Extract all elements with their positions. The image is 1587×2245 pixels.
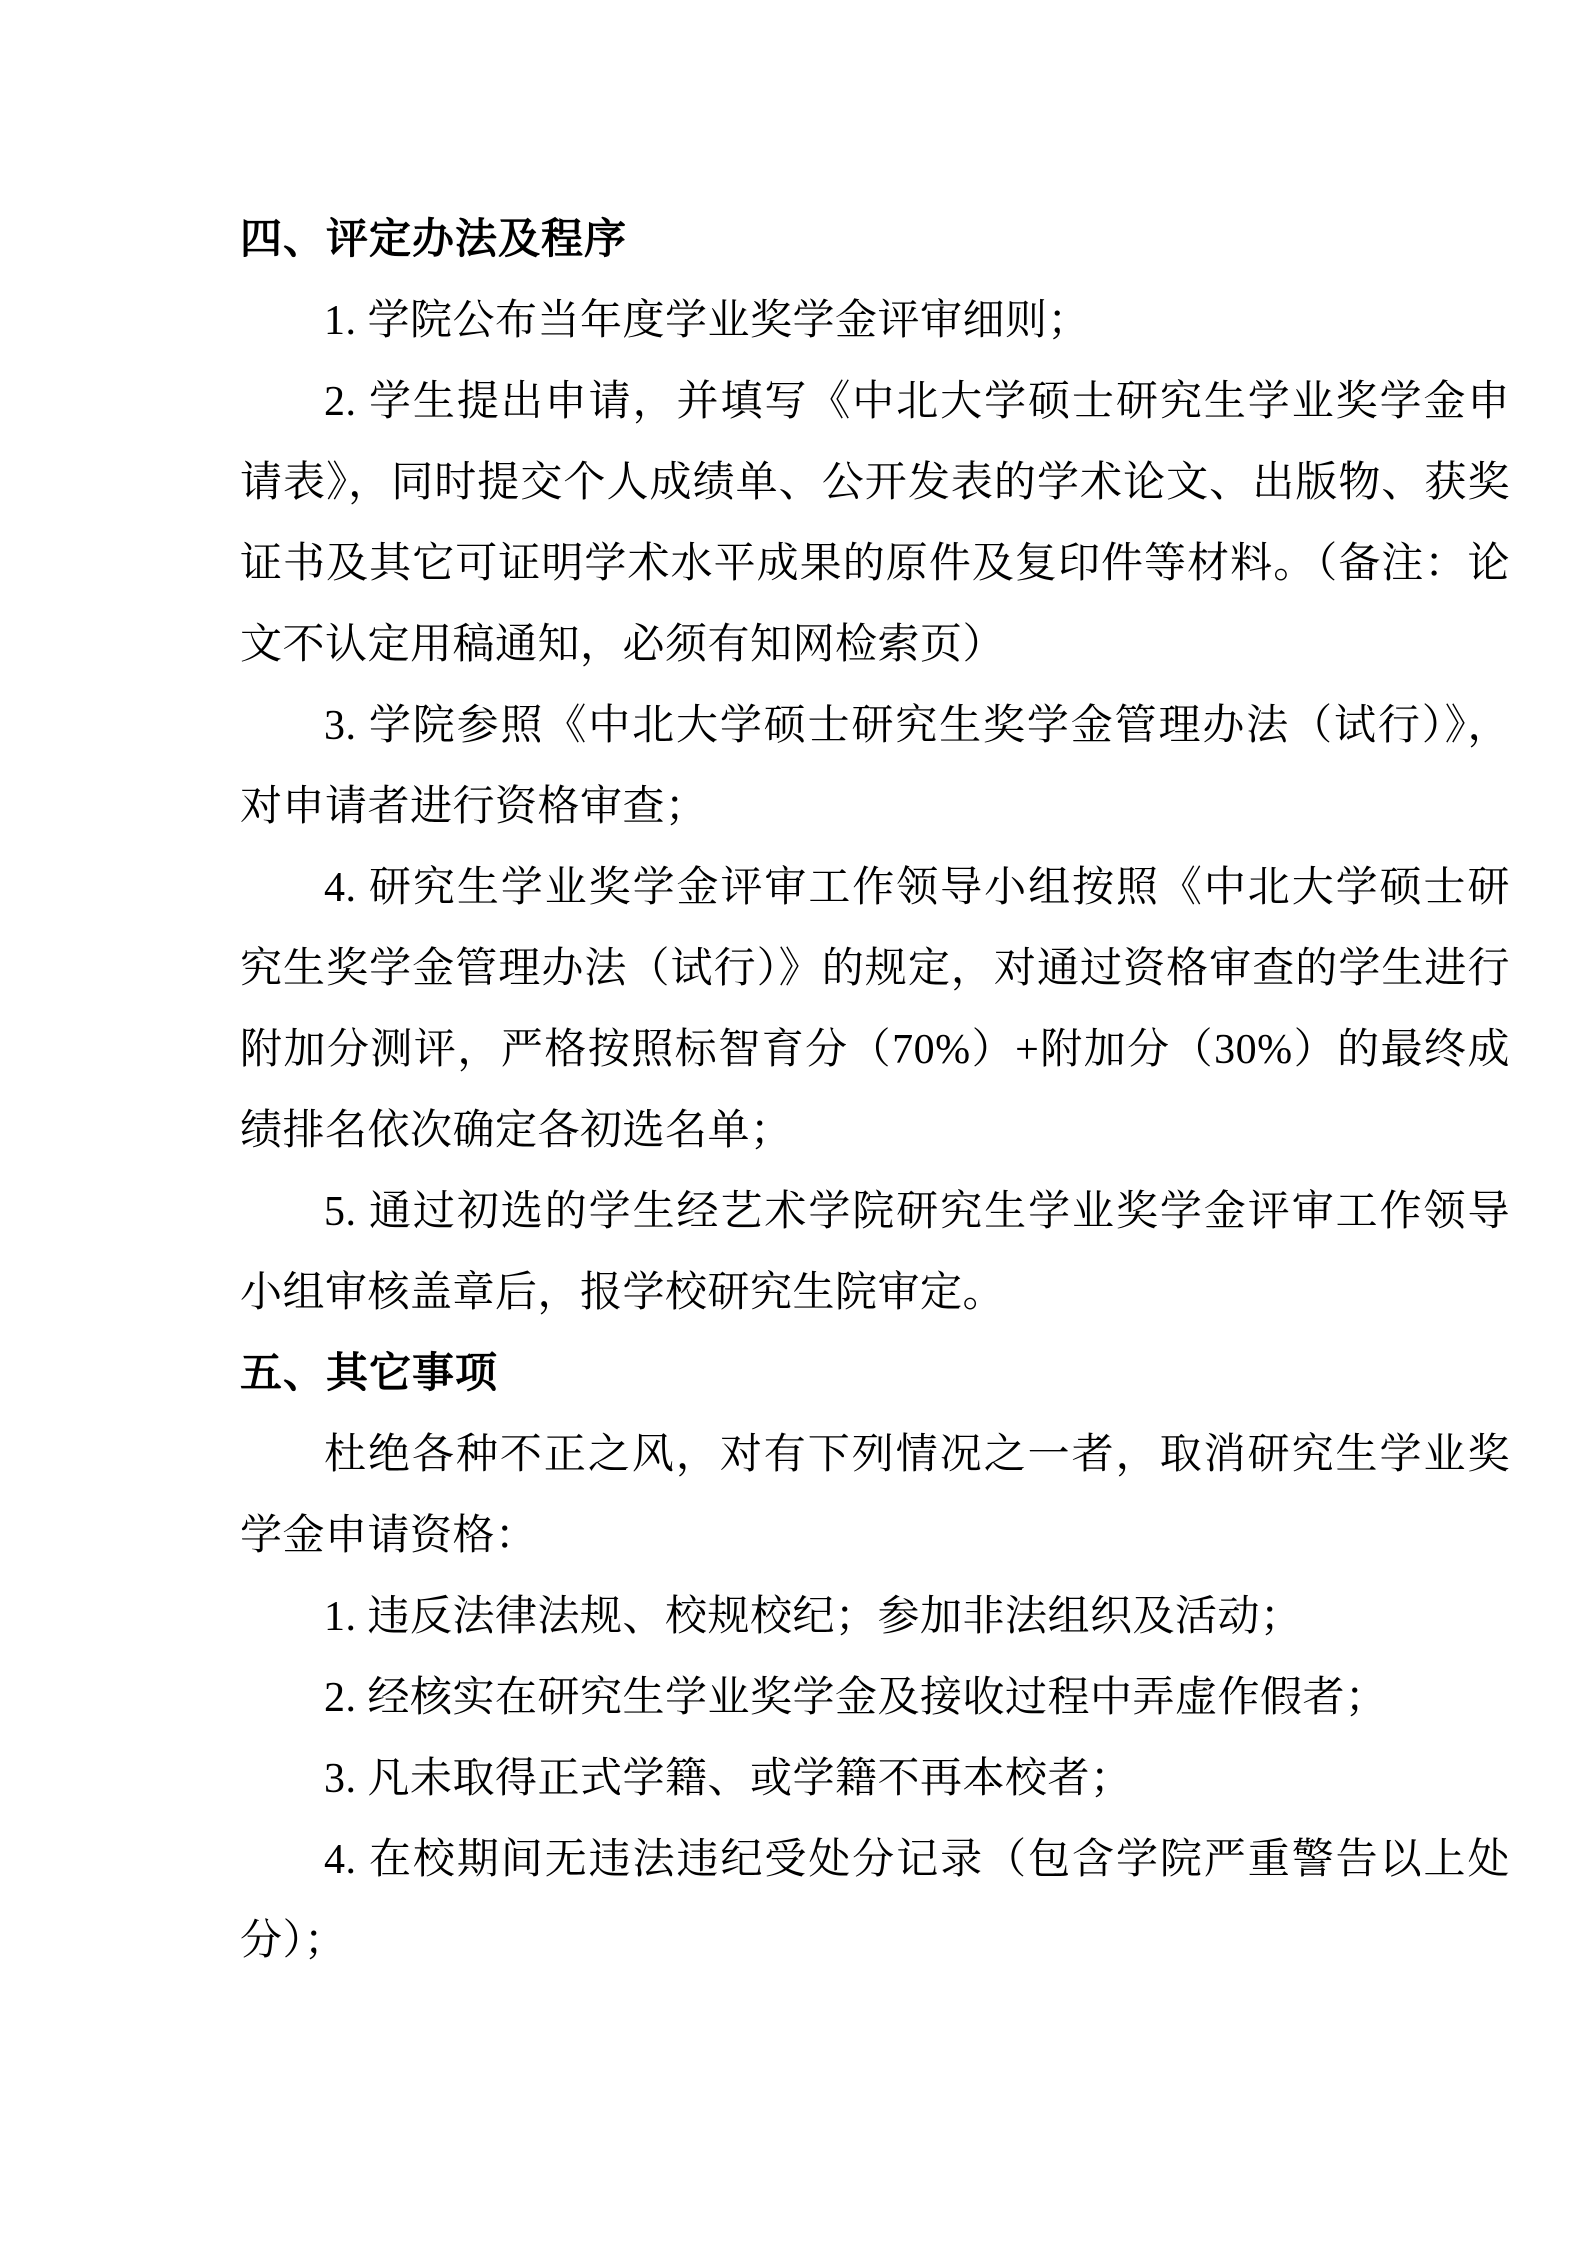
para-disqualification-intro: 杜绝各种不正之风，对有下列情况之一者，取消研究生学业奖学金申请资格：	[240, 1432, 1510, 1559]
para-score-evaluation: 4. 研究生学业奖学金评审工作领导小组按照《中北大学硕士研究生奖学金管理办法（试行）》的规定，对通过资格审查的学生进行附加分测评，严格按照标智育分（70%）+附加分（30%）的最终成绩排名依次确定各初选名单；	[240, 865, 1510, 1154]
para-announce-rules: 1. 学院公布当年度学业奖学金评审细则；	[324, 298, 1091, 344]
para-disciplinary-record: 4. 在校期间无违法违纪受处分记录（包含学院严重警告以上处分）；	[240, 1837, 1510, 1964]
heading-other-matters: 五、其它事项	[240, 1351, 499, 1397]
para-qualification-review: 3. 学院参照《中北大学硕士研究生奖学金管理办法（试行）》，对申请者进行资格审查；	[240, 703, 1510, 830]
para-no-formal-enrollment: 3. 凡未取得正式学籍、或学籍不再本校者；	[324, 1756, 1133, 1802]
document-content	[240, 200, 1510, 1982]
para-violation-laws: 1. 违反法律法规、校规校纪；参加非法组织及活动；	[324, 1594, 1303, 1640]
para-application-materials: 2. 学生提出申请，并填写《中北大学硕士研究生学业奖学金申请表》，同时提交个人成绩单、公开发表的学术论文、出版物、获奖证书及其它可证明学术水平成果的原件及复印件等材料。（备注：论文不认定用稿通知，必须有知网检索页）	[240, 379, 1510, 668]
heading-evaluation-procedure: 四、评定办法及程序	[240, 217, 628, 263]
para-final-approval: 5. 通过初选的学生经艺术学院研究生学业奖学金评审工作领导小组审核盖章后，报学校研究生院审定。	[240, 1189, 1510, 1316]
para-fraud-in-process: 2. 经核实在研究生学业奖学金及接收过程中弄虚作假者；	[324, 1675, 1388, 1721]
